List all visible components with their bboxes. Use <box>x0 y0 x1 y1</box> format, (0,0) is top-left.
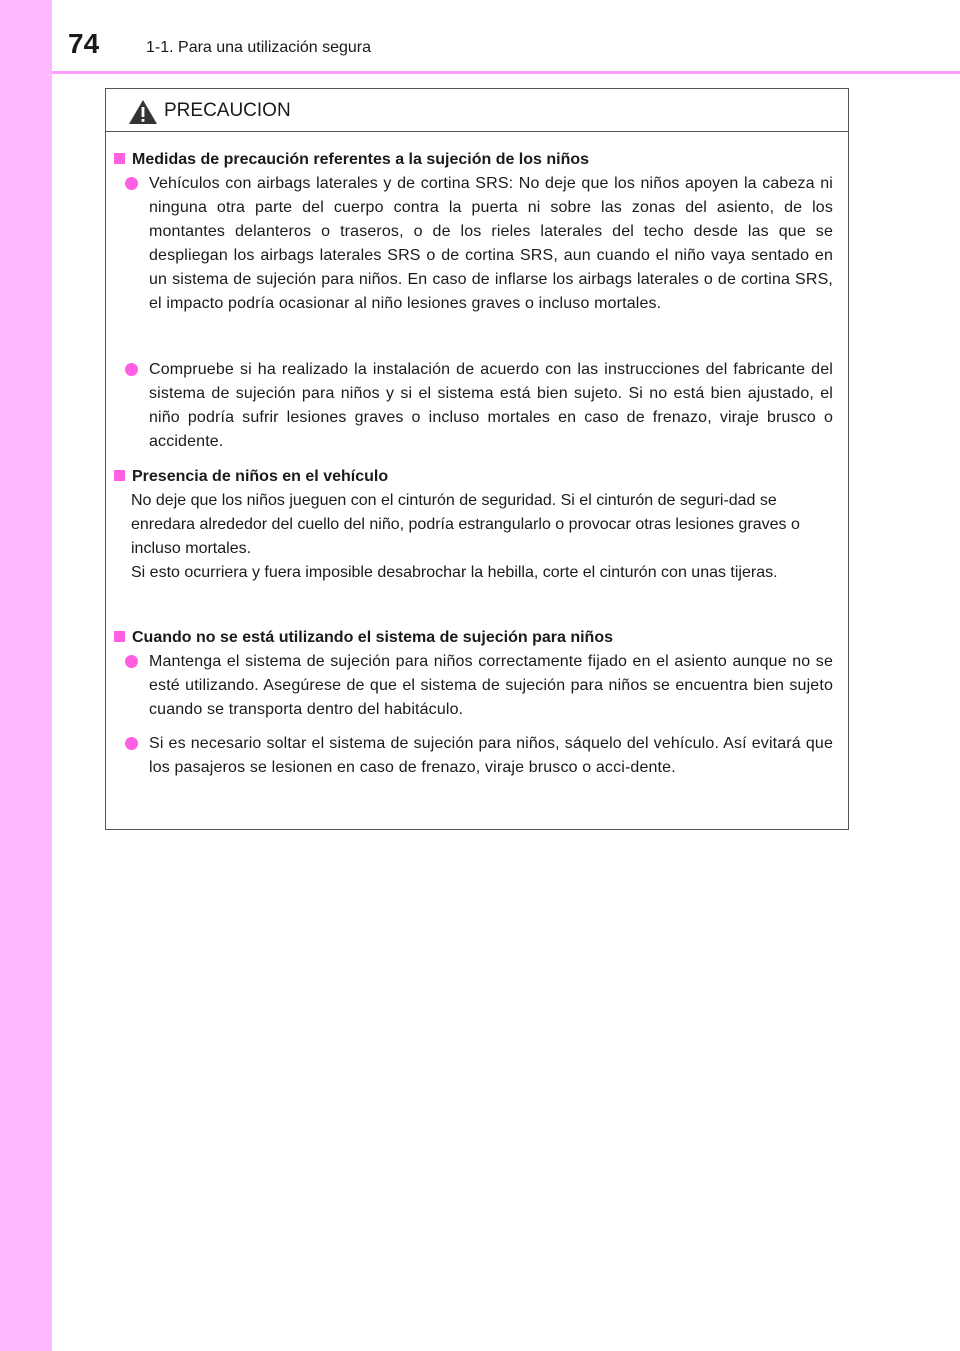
list-item <box>114 358 841 458</box>
caution-box <box>105 88 849 830</box>
section-heading: Cuando no se está utilizando el sistema de sujeción para niños <box>114 626 613 650</box>
caution-title: PRECAUCION <box>164 100 291 121</box>
section-heading: Presencia de niños en el vehículo <box>114 465 388 489</box>
caution-header <box>106 89 848 132</box>
dot-bullet-icon <box>125 177 138 190</box>
bullet-text: Compruebe si ha realizado la instalación de acuerdo con las instrucciones del fabricante del sistema de sujeción para niños y si el sistema está bien sujeto. Si no está bien ajustado, el niño podría sufrir lesiones graves o incluso mortales en caso de frenazo, viraje brusco o accidente. <box>149 361 833 450</box>
dot-bullet-icon <box>125 655 138 668</box>
list-item <box>114 172 841 322</box>
page-side-band <box>0 0 52 1351</box>
section-title: 1-1. Para una utilización segura <box>146 39 372 56</box>
section-paragraph: No deje que los niños jueguen con el cinturón de seguridad. Si el cinturón de seguri-dad se enredara alrededor del cuello del niño, podría estrangularlo o provocar otras lesiones graves o incluso mortales. <box>131 492 800 557</box>
bullet-text: Vehículos con airbags laterales y de cortina SRS: No deje que los niños apoyen la cabeza ni ninguna otra parte del cuerpo contra la puerta ni sobre las zonas del asiento, de los montantes delanteros o traseros, o de los rieles laterales del techo desde las que se despliegan los airbags laterales SRS o de cortina SRS, aun cuando el niño vaya sentado en un sistema de sujeción para niños. En caso de inflarse los airbags laterales o de cortina SRS, el impacto podría ocasionar al niño lesiones graves o incluso mortales. <box>149 175 833 312</box>
bullet-text: Si es necesario soltar el sistema de sujeción para niños, sáquelo del vehículo. Así evitará que los pasajeros se lesionen en caso de frenazo, viraje brusco o acci-dente. <box>149 735 833 776</box>
warning-triangle-icon <box>128 99 158 125</box>
list-item <box>114 732 841 807</box>
section-heading: Medidas de precaución referentes a la sujeción de los niños <box>114 148 589 172</box>
section-paragraph: Si esto ocurriera y fuera imposible desabrochar la hebilla, corte el cinturón con unas tijeras. <box>131 564 778 581</box>
page-number: 74 <box>68 28 100 59</box>
header-rule <box>52 71 960 74</box>
square-bullet-icon <box>114 631 125 642</box>
dot-bullet-icon <box>125 737 138 750</box>
square-bullet-icon <box>114 470 125 481</box>
dot-bullet-icon <box>125 363 138 376</box>
list-item <box>114 650 841 725</box>
bullet-text: Mantenga el sistema de sujeción para niños correctamente fijado en el asiento aunque no se esté utilizando. Asegúrese de que el sistema de sujeción para niños se encuentra bien sujeto cuando se transporta dentro del habitáculo. <box>149 653 833 718</box>
square-bullet-icon <box>114 153 125 164</box>
